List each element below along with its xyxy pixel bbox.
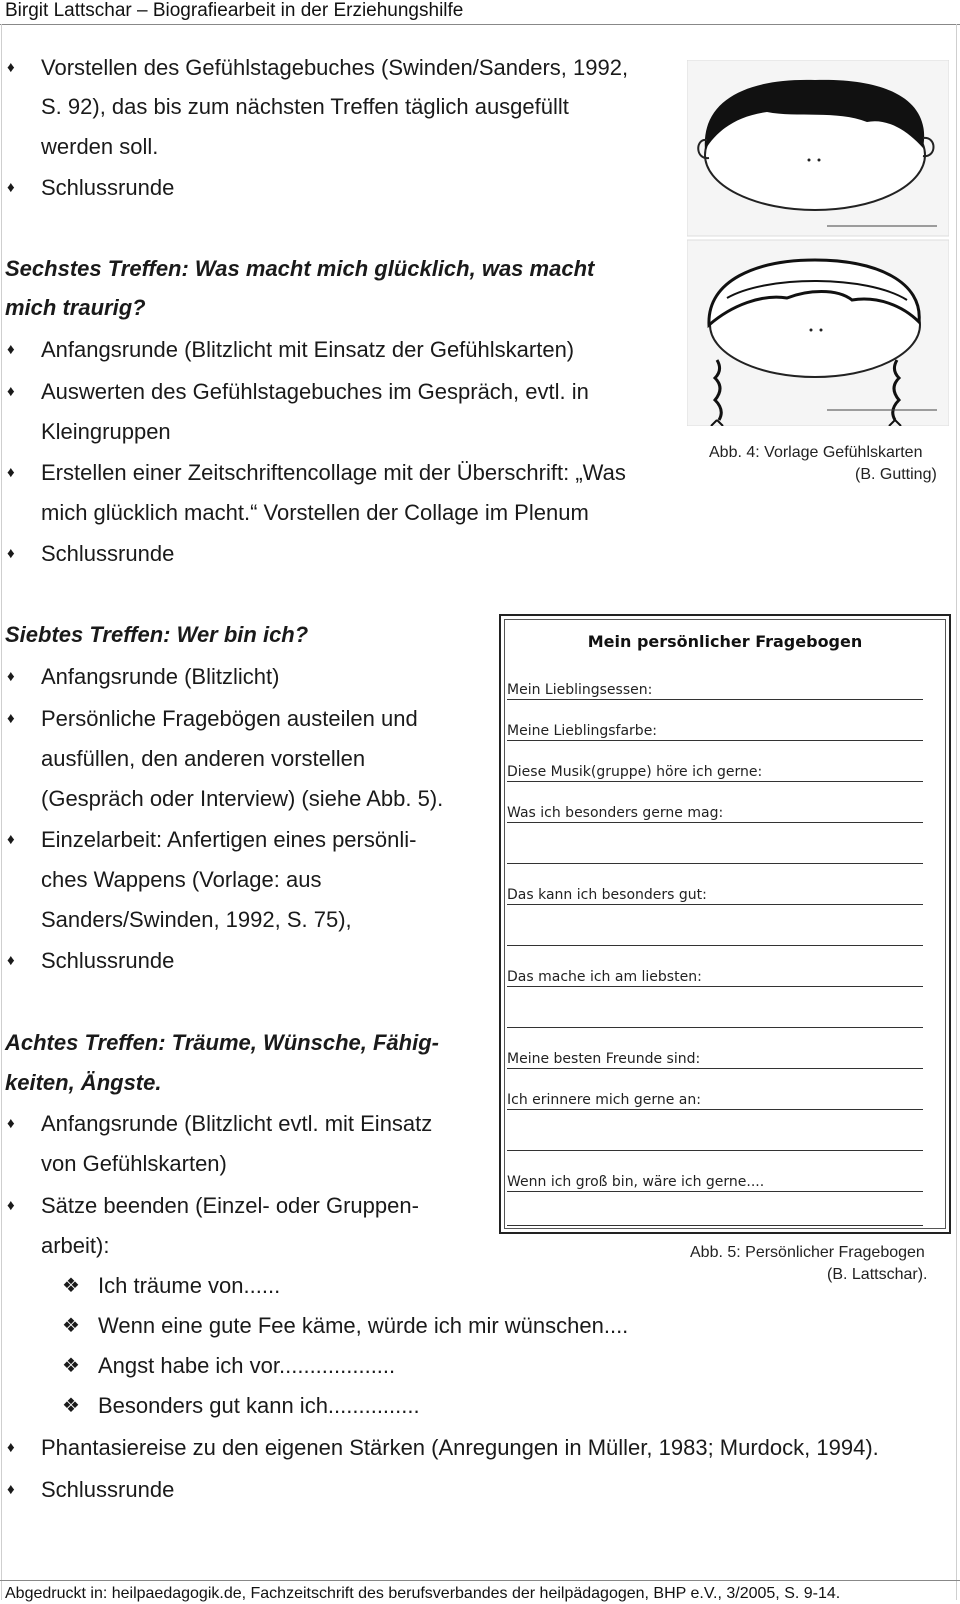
- questionnaire-field: [507, 678, 923, 700]
- sechstes-bullet-3-line-2: mich glücklich macht.“ Vorstellen der Collage im Plenum: [41, 500, 589, 525]
- subbullet-icon: ❖: [62, 1395, 80, 1417]
- bullet-icon: ♦: [7, 952, 15, 969]
- achtes-sub-3: Angst habe ich vor...................: [98, 1353, 396, 1378]
- figure4-caption-line-2: (B. Gutting): [855, 466, 937, 483]
- questionnaire-field-label: Meine besten Freunde sind:: [507, 1051, 701, 1067]
- feeling-cards-figure: [687, 60, 949, 426]
- bullet-icon: ♦: [7, 464, 15, 481]
- questionnaire-field-label: Das kann ich besonders gut:: [507, 887, 707, 903]
- heading-sechstes-line-2: mich traurig?: [5, 295, 146, 320]
- siebtes-bullet-2-line-2: ausfüllen, den anderen vorstellen: [41, 746, 366, 771]
- questionnaire-field: [507, 1047, 923, 1069]
- questionnaire-title: Mein persönlicher Fragebogen: [587, 632, 863, 651]
- achtes-bullet-1-line-1: Anfangsrunde (Blitzlicht evtl. mit Einsatz: [41, 1111, 433, 1136]
- questionnaire-blank-line: [507, 1204, 923, 1226]
- questionnaire-field-label: Mein Lieblingsessen:: [507, 682, 653, 698]
- intro-bullet-1-line-1: Vorstellen des Gefühlstagebuches (Swinden/Sanders, 1992,: [41, 55, 629, 80]
- questionnaire-field: [507, 760, 923, 782]
- bullet-icon: ♦: [7, 59, 15, 76]
- questionnaire-blank-line: [507, 1129, 923, 1151]
- answer-line: [507, 1068, 923, 1069]
- figure5-caption-line-2: (B. Lattschar).: [827, 1266, 928, 1283]
- achtes-bullet-4: Schlussrunde: [41, 1477, 175, 1502]
- sechstes-bullet-3-line-1: Erstellen einer Zeitschriftencollage mit der Überschrift: „Was: [41, 460, 626, 485]
- questionnaire-field-label: Wenn ich groß bin, wäre ich gerne....: [507, 1174, 765, 1190]
- bullet-icon: ♦: [7, 831, 15, 848]
- questionnaire-field-label: Diese Musik(gruppe) höre ich gerne:: [507, 764, 763, 780]
- achtes-bullet-1-line-2: von Gefühlskarten): [41, 1151, 227, 1176]
- bullet-icon: ♦: [7, 710, 15, 727]
- heading-siebtes: Siebtes Treffen: Wer bin ich?: [5, 622, 309, 647]
- intro-bullet-1-line-3: werden soll.: [41, 134, 159, 159]
- figure4-caption-line-1: Abb. 4: Vorlage Gefühlskarten: [709, 444, 923, 461]
- sechstes-bullet-1: Anfangsrunde (Blitzlicht mit Einsatz der Gefühlskarten): [41, 337, 575, 362]
- siebtes-bullet-3-line-1: Einzelarbeit: Anfertigen eines persönli-: [41, 827, 417, 852]
- questionnaire-blank-line: [507, 924, 923, 946]
- answer-line: [507, 1027, 923, 1028]
- bullet-icon: ♦: [7, 668, 15, 685]
- bullet-icon: ♦: [7, 1115, 15, 1132]
- answer-line: [507, 1191, 923, 1192]
- siebtes-bullet-2-line-1: Persönliche Fragebögen austeilen und: [41, 706, 418, 731]
- siebtes-bullet-1: Anfangsrunde (Blitzlicht): [41, 664, 280, 689]
- answer-line: [507, 904, 923, 905]
- achtes-bullet-2-line-1: Sätze beenden (Einzel- oder Gruppen-: [41, 1193, 419, 1218]
- achtes-bullet-3: Phantasiereise zu den eigenen Stärken (Anregungen in Müller, 1983; Murdock, 1994).: [41, 1435, 879, 1460]
- feeling-cards-illustration: [687, 60, 949, 426]
- footer-citation: Abgedruckt in: heilpaedagogik.de, Fachzeitschrift des berufsverbandes der heilpädagogen, BHP e.V., 3/2005, S. 9-14.: [5, 1585, 841, 1602]
- subbullet-icon: ❖: [62, 1315, 80, 1337]
- questionnaire-figure: [499, 614, 951, 1234]
- sechstes-bullet-2-line-1: Auswerten des Gefühlstagebuches im Gespräch, evtl. in: [41, 379, 589, 404]
- heading-achtes-line-1: Achtes Treffen: Träume, Wünsche, Fähig-: [5, 1030, 439, 1055]
- figure5-caption-line-1: Abb. 5: Persönlicher Fragebogen: [690, 1244, 925, 1261]
- answer-line: [507, 1109, 923, 1110]
- siebtes-bullet-4: Schlussrunde: [41, 948, 175, 973]
- questionnaire-field: [507, 1170, 923, 1192]
- questionnaire-field: [507, 1088, 923, 1110]
- header-title: Birgit Lattschar – Biografiearbeit in der Erziehungshilfe: [5, 0, 464, 21]
- achtes-bullet-2-line-2: arbeit):: [41, 1233, 110, 1258]
- bullet-icon: ♦: [7, 341, 15, 358]
- subbullet-icon: ❖: [62, 1355, 80, 1377]
- questionnaire-field-label: Meine Lieblingsfarbe:: [507, 723, 658, 739]
- answer-line: [507, 781, 923, 782]
- siebtes-bullet-3-line-2: ches Wappens (Vorlage: aus: [41, 867, 322, 892]
- heading-achtes-line-2: keiten, Ängste.: [5, 1070, 162, 1095]
- achtes-sub-1: Ich träume von......: [98, 1273, 281, 1298]
- achtes-sub-4: Besonders gut kann ich...............: [98, 1393, 420, 1418]
- sechstes-bullet-4: Schlussrunde: [41, 541, 175, 566]
- answer-line: [507, 1150, 923, 1151]
- answer-line: [507, 740, 923, 741]
- page-header: [0, 0, 960, 25]
- questionnaire-field: [507, 719, 923, 741]
- siebtes-bullet-3-line-3: Sanders/Swinden, 1992, S. 75),: [41, 907, 352, 932]
- siebtes-bullet-2-line-3: (Gespräch oder Interview) (siehe Abb. 5).: [41, 786, 444, 811]
- footer-divider: [0, 1580, 960, 1581]
- intro-bullet-1-line-2: S. 92), das bis zum nächsten Treffen täglich ausgefüllt: [41, 94, 569, 119]
- questionnaire-field: [507, 801, 923, 823]
- bullet-icon: ♦: [7, 179, 15, 196]
- questionnaire-field-label: Ich erinnere mich gerne an:: [507, 1092, 701, 1108]
- answer-line: [507, 945, 923, 946]
- bullet-icon: ♦: [7, 545, 15, 562]
- subbullet-icon: ❖: [62, 1275, 80, 1297]
- questionnaire-field-label: Was ich besonders gerne mag:: [507, 805, 724, 821]
- answer-line: [507, 986, 923, 987]
- intro-bullet-2: Schlussrunde: [41, 175, 175, 200]
- questionnaire-field: [507, 883, 923, 905]
- bullet-icon: ♦: [7, 1197, 15, 1214]
- heading-sechstes-line-1: Sechstes Treffen: Was macht mich glücklich, was macht: [5, 256, 595, 281]
- answer-line: [507, 1225, 923, 1226]
- bullet-icon: ♦: [7, 383, 15, 400]
- bullet-icon: ♦: [7, 1481, 15, 1498]
- questionnaire-blank-line: [507, 842, 923, 864]
- achtes-sub-2: Wenn eine gute Fee käme, würde ich mir wünschen....: [98, 1313, 629, 1338]
- answer-line: [507, 822, 923, 823]
- sechstes-bullet-2-line-2: Kleingruppen: [41, 419, 171, 444]
- questionnaire-field-label: Das mache ich am liebsten:: [507, 969, 702, 985]
- answer-line: [507, 699, 923, 700]
- bullet-icon: ♦: [7, 1439, 15, 1456]
- questionnaire-blank-line: [507, 1006, 923, 1028]
- questionnaire-field: [507, 965, 923, 987]
- answer-line: [507, 863, 923, 864]
